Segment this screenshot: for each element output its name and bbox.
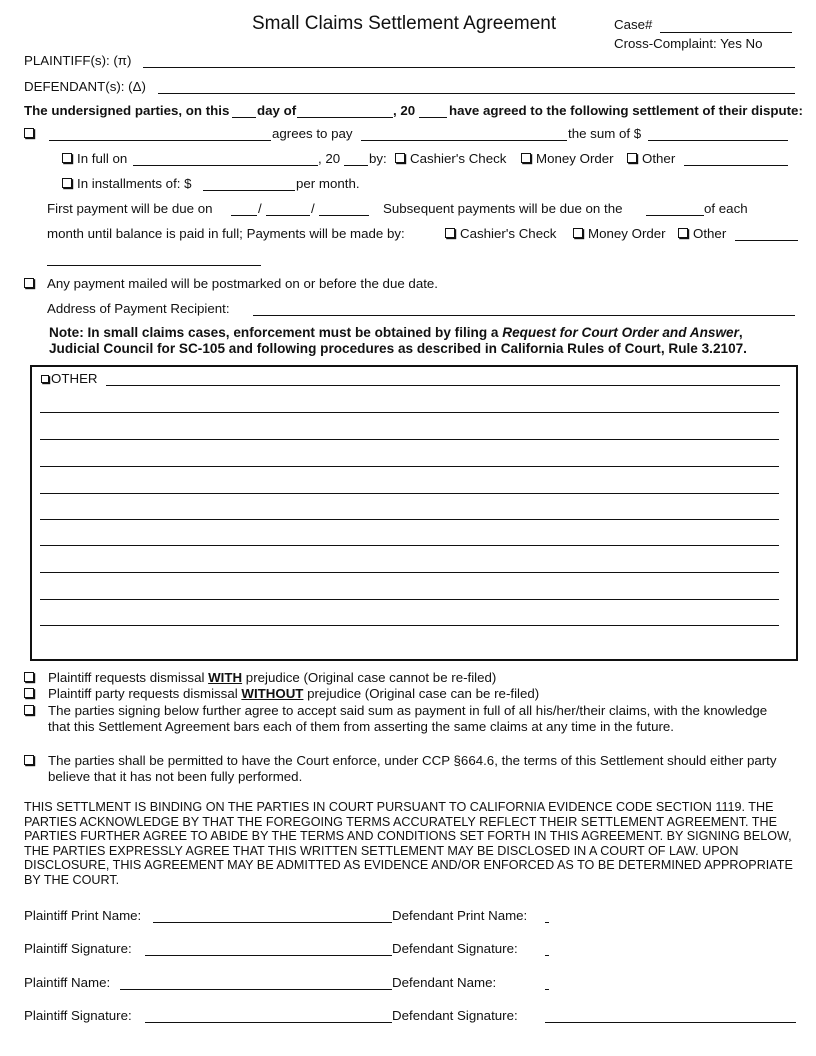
defendant-name-label: Defendant Name: bbox=[392, 975, 497, 990]
intro-text-b: day of bbox=[257, 103, 297, 118]
in-full-label: In full on bbox=[77, 151, 128, 166]
in-full-year-label: , 20 bbox=[318, 151, 341, 166]
court-enforce-text: The parties shall be permitted to have the Court enforce, under CCP §664.6, the terms of this Settlement should either party believe that it has not been fully performed. bbox=[48, 753, 777, 784]
note-form-name: Request for Court Order and Answer bbox=[502, 325, 739, 340]
of-each-label: of each bbox=[704, 201, 748, 216]
plaintiff-signature-2-field[interactable] bbox=[145, 1022, 392, 1023]
other-terms-line[interactable] bbox=[40, 545, 779, 546]
defendant-signature-2-label: Defendant Signature: bbox=[392, 1008, 518, 1023]
defendant-print-name-label: Defendant Print Name: bbox=[392, 908, 528, 923]
note-comma: , bbox=[738, 325, 743, 340]
other-terms-box bbox=[30, 365, 798, 661]
first-payment-label: First payment will be due on bbox=[47, 201, 213, 216]
address-label: Address of Payment Recipient: bbox=[47, 301, 230, 316]
plaintiff-print-name-field[interactable] bbox=[153, 922, 392, 923]
intro-day-field[interactable] bbox=[232, 117, 256, 118]
court-enforce-checkbox[interactable] bbox=[24, 755, 34, 765]
other-terms-line[interactable] bbox=[40, 572, 779, 573]
postmarked-text: Any payment mailed will be postmarked on or before the due date. bbox=[47, 276, 439, 291]
note-line-1 bbox=[49, 326, 743, 340]
installment-other-label: Other bbox=[693, 226, 727, 241]
dismissal-with-prejudice-text: Plaintiff requests dismissal WITH prejudice (Original case cannot be re-filed) bbox=[48, 670, 497, 685]
other-terms-line[interactable] bbox=[40, 412, 779, 413]
plaintiff-name-label: Plaintiff Name: bbox=[24, 975, 111, 990]
date-slash-1: / bbox=[258, 201, 262, 216]
other-terms-label: OTHER bbox=[51, 371, 98, 386]
subsequent-day-field[interactable] bbox=[646, 215, 704, 216]
other-terms-line[interactable] bbox=[40, 519, 779, 520]
defendant-signature-2-field[interactable] bbox=[545, 1022, 796, 1023]
cross-complaint-label: Cross-Complaint: Yes No bbox=[614, 36, 763, 51]
plaintiff-name-field[interactable] bbox=[143, 67, 795, 68]
dismissal-with-prejudice-checkbox[interactable] bbox=[24, 672, 34, 682]
intro-text-d: have agreed to the following settlement of their dispute: bbox=[449, 103, 803, 118]
in-full-money-order-label: Money Order bbox=[536, 151, 614, 166]
defendant-print-name-field[interactable] bbox=[545, 922, 549, 923]
in-full-cashiers-check-checkbox[interactable] bbox=[395, 153, 405, 163]
plaintiff-signature-field[interactable] bbox=[145, 955, 392, 956]
other-terms-line[interactable] bbox=[40, 466, 779, 467]
in-full-other-checkbox[interactable] bbox=[627, 153, 637, 163]
defendant-name-field[interactable] bbox=[158, 93, 795, 94]
plaintiff-label: PLAINTIFF(s): (π) bbox=[24, 53, 132, 68]
installment-amount-field[interactable] bbox=[203, 190, 295, 191]
in-full-year-field[interactable] bbox=[344, 165, 368, 166]
in-full-by-label: by: bbox=[369, 151, 387, 166]
plaintiff-print-name-label: Plaintiff Print Name: bbox=[24, 908, 142, 923]
month-until-label: month until balance is paid in full; Payments will be made by: bbox=[47, 226, 405, 241]
dismissal-without-prejudice-checkbox[interactable] bbox=[24, 688, 34, 698]
in-full-cashiers-check-label: Cashier's Check bbox=[410, 151, 507, 166]
accept-full-payment-checkbox[interactable] bbox=[24, 705, 34, 715]
payee-name-field[interactable] bbox=[361, 140, 567, 141]
plaintiff-signature-label: Plaintiff Signature: bbox=[24, 941, 132, 956]
defendant-label: DEFENDANT(s): (Δ) bbox=[24, 79, 146, 94]
date-slash-2: / bbox=[311, 201, 315, 216]
defendant-signature-label: Defendant Signature: bbox=[392, 941, 518, 956]
case-number-label: Case# bbox=[614, 17, 653, 32]
note-line-2: Judicial Council for SC-105 and following procedures as described in California Rules of Court, Rule 3.2107. bbox=[49, 341, 747, 356]
installment-other-checkbox[interactable] bbox=[678, 228, 688, 238]
installment-other-field[interactable] bbox=[735, 240, 798, 241]
plaintiff-signature-2-label: Plaintiff Signature: bbox=[24, 1008, 132, 1023]
payer-name-field[interactable] bbox=[49, 140, 271, 141]
in-full-money-order-checkbox[interactable] bbox=[521, 153, 531, 163]
defendant-signature-field[interactable] bbox=[545, 955, 549, 956]
document-title: Small Claims Settlement Agreement bbox=[252, 13, 557, 34]
agrees-to-pay-checkbox[interactable] bbox=[24, 128, 34, 138]
first-payment-year-field[interactable] bbox=[319, 215, 369, 216]
intro-text-c: , 20 bbox=[393, 103, 416, 118]
in-full-other-field[interactable] bbox=[684, 165, 788, 166]
other-terms-line[interactable] bbox=[106, 385, 780, 386]
subsequent-label: Subsequent payments will be due on the bbox=[383, 201, 623, 216]
defendant-name-sign-field[interactable] bbox=[545, 989, 549, 990]
note-text: Note: In small claims cases, enforcement must be obtained by filing a bbox=[49, 325, 503, 340]
other-terms-line[interactable] bbox=[40, 625, 779, 626]
intro-month-field[interactable] bbox=[297, 117, 393, 118]
intro-text-a: The undersigned parties, on this bbox=[24, 103, 230, 118]
sum-amount-field[interactable] bbox=[648, 140, 788, 141]
installment-cashiers-check-checkbox[interactable] bbox=[445, 228, 455, 238]
accept-full-payment-text: The parties signing below further agree to accept said sum as payment in full of all his/her/their claims, with the knowledge that this Settlement Agreement bars each of them from asserting the same claims at any time in the future. bbox=[48, 703, 768, 734]
other-terms-line[interactable] bbox=[40, 599, 779, 600]
dismissal-without-prejudice-text: Plaintiff party requests dismissal WITHOUT prejudice (Original case can be re-filed) bbox=[48, 686, 540, 701]
in-full-other-label: Other bbox=[642, 151, 676, 166]
installments-checkbox[interactable] bbox=[62, 178, 72, 188]
in-full-date-field[interactable] bbox=[133, 165, 318, 166]
binding-statement: THIS SETTLMENT IS BINDING ON THE PARTIES IN COURT PURSUANT TO CALIFORNIA EVIDENCE CODE SECTION 1119. THE PARTIES ACKNOWLEDGE BY THAT THE FOREGOING TERMS ACCURATELY REFLECT THEIR SETTLEMENT AGREEMENT. THE PARTIES FURTHER AGREE TO ABIDE BY THE TERMS AND CONDITIONS SET FORTH IN THIS AGREEMENT. BY SIGNING BELOW, THE PARTIES EXPRESSLY AGREE THAT THIS WRITTEN SETTLEMENT MAY BE DISCLOSED IN A COURT OF LAW. UPON DISCLOSURE, THIS AGREEMENT MAY BE ADMITTED AS EVIDENCE AND/OR ENFORCED AS TO BE DETERMINED APPROPRIATE BY THE COURT. bbox=[24, 800, 793, 887]
agrees-to-pay-label: agrees to pay bbox=[272, 126, 353, 141]
installment-money-order-label: Money Order bbox=[588, 226, 666, 241]
intro-year-field[interactable] bbox=[419, 117, 447, 118]
in-full-checkbox[interactable] bbox=[62, 153, 72, 163]
other-terms-line[interactable] bbox=[40, 439, 779, 440]
address-field[interactable] bbox=[253, 315, 795, 316]
per-month-label: per month. bbox=[296, 176, 360, 191]
sum-of-label: the sum of $ bbox=[568, 126, 642, 141]
installment-money-order-checkbox[interactable] bbox=[573, 228, 583, 238]
installment-other-field-continued[interactable] bbox=[47, 265, 261, 266]
case-number-field[interactable] bbox=[660, 32, 792, 33]
first-payment-month-field[interactable] bbox=[231, 215, 257, 216]
installment-cashiers-check-label: Cashier's Check bbox=[460, 226, 557, 241]
first-payment-day-field[interactable] bbox=[266, 215, 310, 216]
other-terms-checkbox[interactable] bbox=[41, 375, 49, 383]
plaintiff-name-sign-field[interactable] bbox=[120, 989, 392, 990]
postmarked-checkbox[interactable] bbox=[24, 278, 34, 288]
other-terms-line[interactable] bbox=[40, 493, 779, 494]
installments-label: In installments of: $ bbox=[77, 176, 192, 191]
